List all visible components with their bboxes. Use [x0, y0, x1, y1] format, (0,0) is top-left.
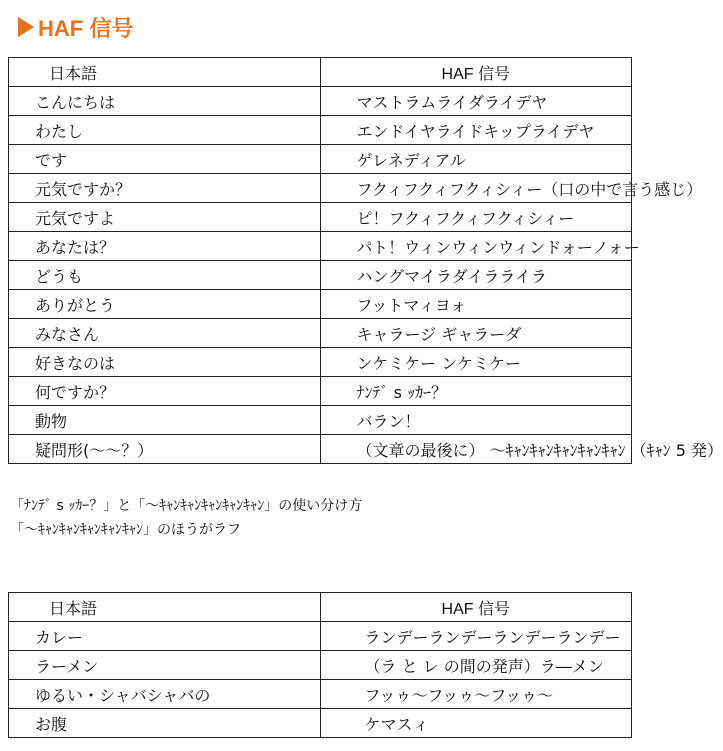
table-row [9, 261, 632, 290]
table-row [9, 622, 632, 651]
haf-cell: （ラ と レ の間の発声）ラ―メン [320, 651, 632, 680]
haf-cell: マストラムライダライデヤ [320, 87, 632, 116]
haf-cell: キャラージ ギャラーダ [320, 319, 632, 348]
japanese-cell: ラーメン [9, 651, 321, 680]
haf-cell: ハングマイラダイラライラ [320, 261, 632, 290]
haf-cell: ランデーランデーランデーランデー [320, 622, 632, 651]
haf-cell: ピ！フクィフクィフクィシィー [320, 203, 632, 232]
table-row [9, 406, 632, 435]
haf-cell: パト！ウィンウィンウィンドォーノォー [320, 232, 632, 261]
translation-table-1 [8, 57, 723, 464]
table-row [9, 203, 632, 232]
table-row [9, 232, 632, 261]
japanese-cell: みなさん [9, 319, 321, 348]
table-header-row [9, 58, 632, 87]
play-triangle-icon [18, 17, 34, 37]
table-header-row [9, 593, 632, 622]
haf-cell: ンケミケー ンケミケー [320, 348, 632, 377]
translation-table-2 [8, 592, 632, 738]
table-row [9, 435, 632, 464]
japanese-cell: 元気ですか？ [9, 174, 321, 203]
table-row [9, 145, 632, 174]
page-title [18, 14, 133, 40]
haf-cell: ケマスィ [320, 709, 632, 738]
japanese-cell: です [9, 145, 321, 174]
table-row [9, 319, 632, 348]
table-row [9, 116, 632, 145]
table-row [9, 377, 632, 406]
japanese-cell: 疑問形(～～？） [9, 435, 321, 464]
table-row [9, 87, 632, 116]
haf-cell: ﾅﾝﾃﾞ s ｯｶｰ？ [320, 377, 632, 406]
column-header-japanese: 日本語 [9, 593, 321, 622]
column-header-haf: HAF 信号 [320, 58, 632, 87]
japanese-cell: どうも [9, 261, 321, 290]
table-row [9, 174, 632, 203]
japanese-cell: ありがとう [9, 290, 321, 319]
table-row [9, 651, 632, 680]
table-row [9, 680, 632, 709]
table-row [9, 348, 632, 377]
japanese-cell: こんにちは [9, 87, 321, 116]
haf-cell: フットマィヨォ [320, 290, 632, 319]
japanese-cell: 動物 [9, 406, 321, 435]
haf-cell: エンドイヤライドキップライデヤ [320, 116, 632, 145]
table-row [9, 290, 632, 319]
japanese-cell: カレー [9, 622, 321, 651]
haf-cell: フッゥ～フッゥ～フッゥ～ [320, 680, 632, 709]
column-header-japanese: 日本語 [9, 58, 321, 87]
usage-note-2: 「～ｷｬﾝｷｬﾝｷｬﾝｷｬﾝｷｬﾝ」のほうがラフ [10, 522, 241, 538]
haf-cell: ゲレネディアル [320, 145, 632, 174]
japanese-cell: 何ですか？ [9, 377, 321, 406]
japanese-cell: わたし [9, 116, 321, 145]
column-header-haf: HAF 信号 [320, 593, 632, 622]
japanese-cell: お腹 [9, 709, 321, 738]
page-title-text: HAF 信号 [38, 15, 134, 41]
haf-cell: バラン！ [320, 406, 632, 435]
table-row [9, 709, 632, 738]
japanese-cell: 好きなのは [9, 348, 321, 377]
japanese-cell: あなたは？ [9, 232, 321, 261]
japanese-cell: ゆるい・シャバシャバの [9, 680, 321, 709]
haf-cell: （文章の最後に） ～ｷｬﾝｷｬﾝｷｬﾝｷｬﾝｷｬﾝ （ｷｬﾝ 5 発） [320, 435, 632, 464]
usage-note-1: 「ﾅﾝﾃﾞ s ｯｶｰ？」と「～ｷｬﾝｷｬﾝｷｬﾝｷｬﾝｷｬﾝ」の使い分け方 [10, 498, 363, 514]
japanese-cell: 元気ですよ [9, 203, 321, 232]
haf-cell: フクィフクィフクィシィー（口の中で言う感じ） [320, 174, 632, 203]
